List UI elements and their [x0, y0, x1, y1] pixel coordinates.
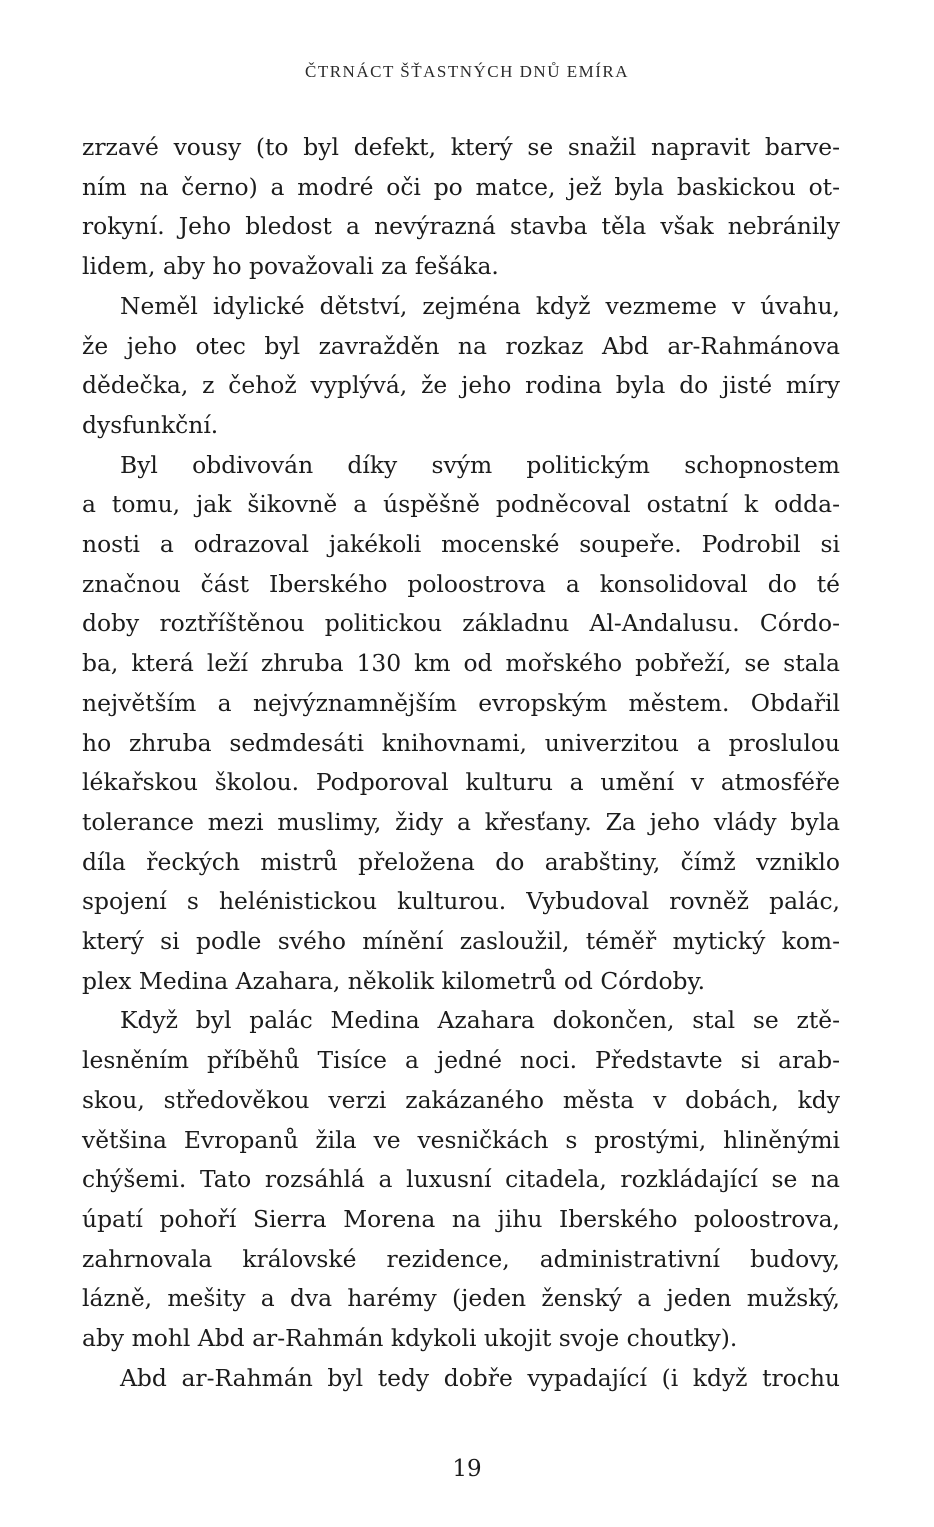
- text-line: ho zhruba sedmdesáti knihovnami, univerzitou a proslulou: [82, 728, 840, 757]
- text-line: lidem, aby ho považovali za fešáka.: [82, 252, 499, 281]
- text-line: lesněním příběhů Tisíce a jedné noci. Představte si arab-: [82, 1046, 840, 1075]
- body-text: [82, 128, 840, 1399]
- text-line: rokyní. Jeho bledost a nevýrazná stavba těla však nebránily: [82, 212, 840, 241]
- text-line: dysfunkční.: [82, 410, 219, 439]
- text-line: dědečka, z čehož vyplývá, že jeho rodina byla do jisté míry: [82, 371, 840, 400]
- text-line: díla řeckých mistrů přeložena do arabštiny, čímž vzniklo: [82, 847, 840, 876]
- text-line: plex Medina Azahara, několik kilometrů od Córdoby.: [82, 966, 706, 995]
- paragraph-3: [82, 446, 840, 1002]
- text-line: většina Evropanů žila ve vesničkách s prostými, hliněnými: [82, 1125, 840, 1154]
- text-line: spojení s helénistickou kulturou. Vybudoval rovněž palác,: [82, 887, 840, 916]
- text-line: Abd ar-Rahmán byl tedy dobře vypadající (i když trochu: [120, 1363, 840, 1392]
- text-line: zrzavé vousy (to byl defekt, který se snažil napravit barve-: [82, 133, 840, 161]
- text-line: Když byl palác Medina Azahara dokončen, stal se ztě-: [120, 1006, 840, 1035]
- text-line: skou, středověkou verzi zakázaného města v dobách, kdy: [82, 1085, 840, 1114]
- text-line: nosti a odrazoval jakékoli mocenské soupeře. Podrobil si: [82, 530, 840, 559]
- text-line: Byl obdivován díky svým politickým schopnostem: [120, 450, 840, 479]
- text-line: největším a nejvýznamnějším evropským městem. Obdařil: [82, 688, 840, 717]
- text-line: ba, která leží zhruba 130 km od mořského pobřeží, se stala: [82, 649, 840, 678]
- text-line: ním na černo) a modré oči po matce, jež byla baskickou ot-: [82, 172, 840, 201]
- paragraph-1: [82, 128, 840, 287]
- text-line: a tomu, jak šikovně a úspěšně podněcoval ostatní k odda-: [82, 490, 840, 519]
- text-line: zahrnovala královské rezidence, administrativní budovy,: [82, 1244, 840, 1273]
- paragraph-2: [82, 287, 840, 446]
- text-line: který si podle svého mínění zasloužil, téměř mytický kom-: [82, 927, 840, 956]
- text-line: že jeho otec byl zavražděn na rozkaz Abd ar-Rahmánova: [82, 331, 840, 360]
- text-line: tolerance mezi muslimy, židy a křesťany. Za jeho vlády byla: [82, 807, 840, 836]
- text-line: lázně, mešity a dva harémy (jeden ženský a jeden mužský,: [82, 1284, 840, 1313]
- text-line: doby roztříštěnou politickou základnu Al-Andalusu. Córdo-: [82, 609, 840, 638]
- text-line: Neměl idylické dětství, zejména když vezmeme v úvahu,: [120, 291, 840, 320]
- page-number: 19: [452, 1456, 482, 1482]
- text-line: chýšemi. Tato rozsáhlá a luxusní citadela, rozkládající se na: [82, 1165, 840, 1194]
- text-line: lékařskou školou. Podporoval kulturu a umění v atmosféře: [82, 768, 840, 797]
- paragraph-4: [82, 1001, 840, 1358]
- running-header: ČTRNÁCT ŠŤASTNÝCH DNŮ EMÍRA: [304, 62, 629, 81]
- text-line: značnou část Iberského poloostrova a konsolidoval do té: [82, 569, 840, 598]
- text-line: aby mohl Abd ar-Rahmán kdykoli ukojit svoje choutky).: [82, 1324, 738, 1353]
- paragraph-5: [82, 1359, 840, 1399]
- text-line: úpatí pohoří Sierra Morena na jihu Iberského poloostrova,: [82, 1204, 840, 1233]
